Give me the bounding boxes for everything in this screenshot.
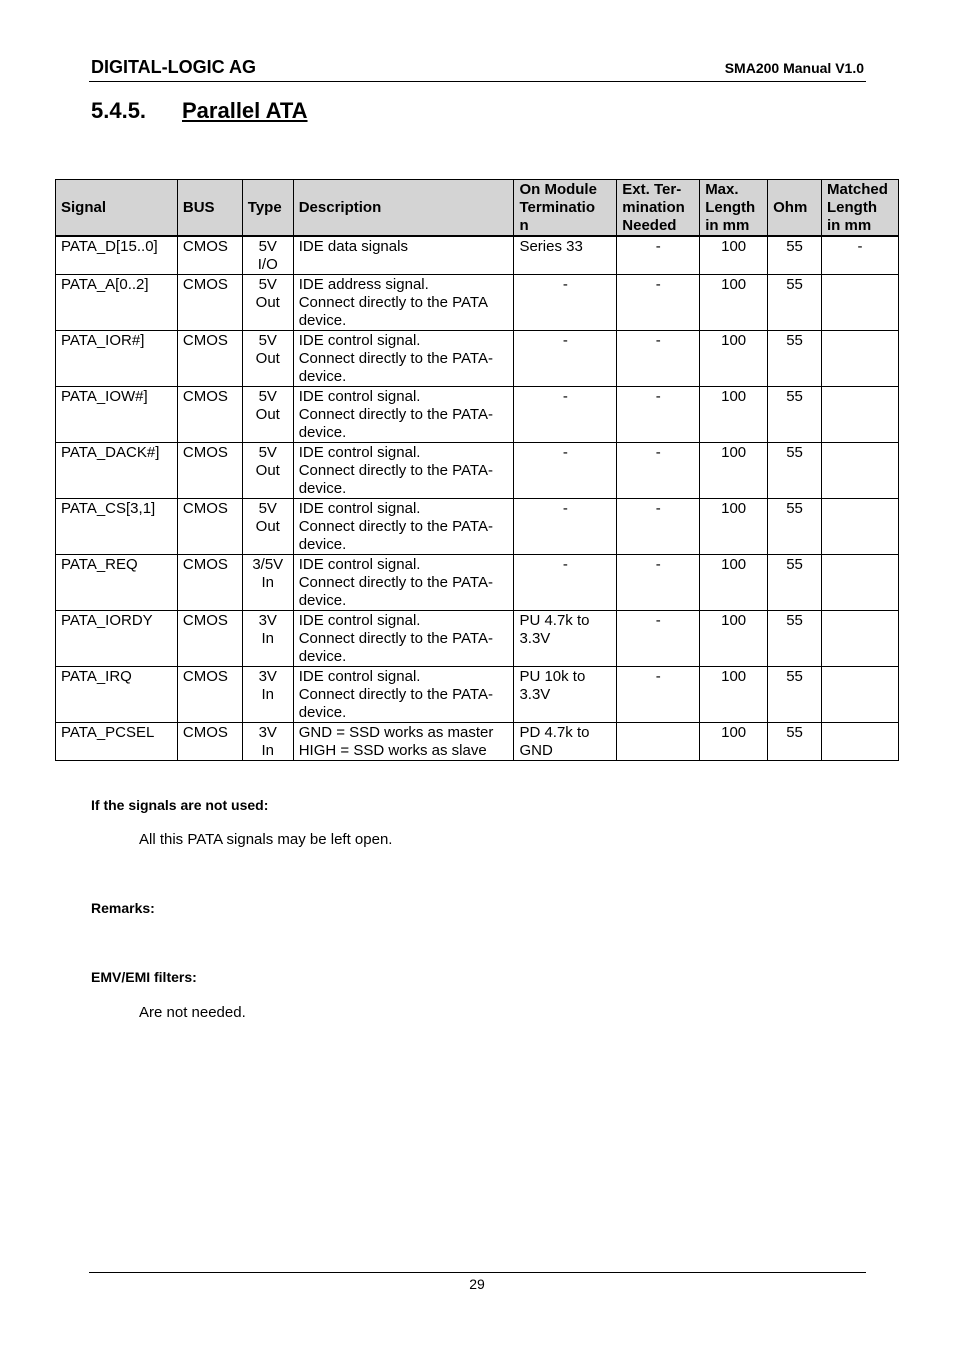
cell-type: 5V Out bbox=[242, 443, 293, 499]
cell-on-module-termination: - bbox=[514, 331, 617, 387]
cell-bus: CMOS bbox=[177, 443, 242, 499]
cell-max-length: 100 bbox=[700, 723, 768, 761]
cell-ext-termination: - bbox=[617, 443, 700, 499]
cell-signal: PATA_DACK#] bbox=[56, 443, 178, 499]
cell-ext-termination: - bbox=[617, 611, 700, 667]
table-row bbox=[56, 611, 899, 667]
cell-ohm: 55 bbox=[768, 611, 822, 667]
cell-matched-length bbox=[822, 275, 899, 331]
cell-type: 5V Out bbox=[242, 499, 293, 555]
cell-max-length: 100 bbox=[700, 275, 768, 331]
cell-on-module-termination: - bbox=[514, 555, 617, 611]
pata-signal-table bbox=[55, 179, 899, 761]
cell-description: IDE control signal. Connect directly to the PATA-device. bbox=[293, 499, 514, 555]
cell-description: IDE control signal. Connect directly to the PATA-device. bbox=[293, 555, 514, 611]
cell-ohm: 55 bbox=[768, 331, 822, 387]
cell-signal: PATA_IOR#] bbox=[56, 331, 178, 387]
cell-signal: PATA_IORDY bbox=[56, 611, 178, 667]
manual-title: SMA200 Manual V1.0 bbox=[724, 60, 864, 76]
cell-matched-length bbox=[822, 499, 899, 555]
cell-ohm: 55 bbox=[768, 555, 822, 611]
cell-matched-length bbox=[822, 723, 899, 761]
cell-bus: CMOS bbox=[177, 723, 242, 761]
emi-filters-heading: EMV/EMI filters: bbox=[91, 969, 197, 985]
page-header bbox=[89, 57, 866, 82]
cell-type: 3V In bbox=[242, 611, 293, 667]
cell-ohm: 55 bbox=[768, 499, 822, 555]
table-row bbox=[56, 723, 899, 761]
cell-type: 3V In bbox=[242, 667, 293, 723]
footer-rule bbox=[89, 1272, 866, 1273]
cell-ext-termination: - bbox=[617, 275, 700, 331]
cell-ext-termination: - bbox=[617, 331, 700, 387]
cell-ext-termination: - bbox=[617, 555, 700, 611]
cell-description: IDE control signal. Connect directly to the PATA-device. bbox=[293, 611, 514, 667]
col-header-max-length: Max. Length in mm bbox=[700, 180, 768, 237]
cell-on-module-termination: PU 10k to 3.3V bbox=[514, 667, 617, 723]
cell-signal: PATA_IOW#] bbox=[56, 387, 178, 443]
cell-on-module-termination: PD 4.7k to GND bbox=[514, 723, 617, 761]
cell-max-length: 100 bbox=[700, 555, 768, 611]
cell-type: 3/5V In bbox=[242, 555, 293, 611]
cell-on-module-termination: Series 33 bbox=[514, 236, 617, 275]
cell-matched-length bbox=[822, 443, 899, 499]
cell-description: IDE control signal. Connect directly to the PATA-device. bbox=[293, 667, 514, 723]
cell-max-length: 100 bbox=[700, 331, 768, 387]
cell-description: IDE control signal. Connect directly to the PATA-device. bbox=[293, 443, 514, 499]
unused-signals-heading: If the signals are not used: bbox=[91, 797, 269, 813]
cell-description: IDE data signals bbox=[293, 236, 514, 275]
col-header-on-module-termination: On Module Terminatio n bbox=[514, 180, 617, 237]
cell-type: 5V I/O bbox=[242, 236, 293, 275]
cell-matched-length bbox=[822, 611, 899, 667]
table-row bbox=[56, 555, 899, 611]
cell-max-length: 100 bbox=[700, 667, 768, 723]
cell-on-module-termination: - bbox=[514, 387, 617, 443]
cell-max-length: 100 bbox=[700, 499, 768, 555]
table-row bbox=[56, 387, 899, 443]
table-row bbox=[56, 331, 899, 387]
cell-bus: CMOS bbox=[177, 331, 242, 387]
section-number: 5.4.5. bbox=[91, 98, 147, 123]
cell-ext-termination: - bbox=[617, 667, 700, 723]
col-header-ohm: Ohm bbox=[768, 180, 822, 237]
cell-on-module-termination: - bbox=[514, 443, 617, 499]
cell-type: 5V Out bbox=[242, 387, 293, 443]
cell-signal: PATA_A[0..2] bbox=[56, 275, 178, 331]
col-header-ext-termination: Ext. Ter- mination Needed bbox=[617, 180, 700, 237]
cell-ohm: 55 bbox=[768, 723, 822, 761]
cell-bus: CMOS bbox=[177, 555, 242, 611]
page-number: 29 bbox=[469, 1276, 485, 1292]
cell-bus: CMOS bbox=[177, 611, 242, 667]
cell-type: 5V Out bbox=[242, 275, 293, 331]
cell-type: 5V Out bbox=[242, 331, 293, 387]
section-heading bbox=[91, 98, 308, 124]
cell-signal: PATA_PCSEL bbox=[56, 723, 178, 761]
cell-description: IDE control signal. Connect directly to the PATA-device. bbox=[293, 387, 514, 443]
section-title: Parallel ATA bbox=[182, 98, 308, 123]
cell-max-length: 100 bbox=[700, 611, 768, 667]
cell-max-length: 100 bbox=[700, 236, 768, 275]
cell-signal: PATA_REQ bbox=[56, 555, 178, 611]
unused-signals-text: All this PATA signals may be left open. bbox=[139, 831, 393, 848]
cell-ohm: 55 bbox=[768, 667, 822, 723]
cell-signal: PATA_IRQ bbox=[56, 667, 178, 723]
cell-on-module-termination: - bbox=[514, 499, 617, 555]
emi-filters-text: Are not needed. bbox=[139, 1004, 246, 1021]
col-header-bus: BUS bbox=[177, 180, 242, 237]
col-header-type: Type bbox=[242, 180, 293, 237]
cell-signal: PATA_D[15..0] bbox=[56, 236, 178, 275]
cell-bus: CMOS bbox=[177, 275, 242, 331]
cell-ohm: 55 bbox=[768, 275, 822, 331]
cell-ohm: 55 bbox=[768, 236, 822, 275]
cell-bus: CMOS bbox=[177, 667, 242, 723]
table-header-row bbox=[56, 180, 899, 237]
cell-ext-termination bbox=[617, 723, 700, 761]
cell-matched-length bbox=[822, 555, 899, 611]
cell-signal: PATA_CS[3,1] bbox=[56, 499, 178, 555]
cell-matched-length bbox=[822, 667, 899, 723]
table-row bbox=[56, 667, 899, 723]
cell-description: IDE control signal. Connect directly to the PATA-device. bbox=[293, 331, 514, 387]
cell-ohm: 55 bbox=[768, 443, 822, 499]
cell-max-length: 100 bbox=[700, 443, 768, 499]
company-name: DIGITAL-LOGIC AG bbox=[91, 57, 256, 77]
cell-type: 3V In bbox=[242, 723, 293, 761]
cell-on-module-termination: PU 4.7k to 3.3V bbox=[514, 611, 617, 667]
cell-bus: CMOS bbox=[177, 236, 242, 275]
col-header-matched-length: Matched Length in mm bbox=[822, 180, 899, 237]
table-row bbox=[56, 236, 899, 275]
cell-bus: CMOS bbox=[177, 387, 242, 443]
cell-max-length: 100 bbox=[700, 387, 768, 443]
col-header-description: Description bbox=[293, 180, 514, 237]
remarks-heading: Remarks: bbox=[91, 900, 155, 916]
cell-matched-length bbox=[822, 331, 899, 387]
cell-ext-termination: - bbox=[617, 387, 700, 443]
cell-description: IDE address signal. Connect directly to the PATA device. bbox=[293, 275, 514, 331]
table-row bbox=[56, 275, 899, 331]
col-header-signal: Signal bbox=[56, 180, 178, 237]
table-row bbox=[56, 499, 899, 555]
cell-matched-length: - bbox=[822, 236, 899, 275]
cell-bus: CMOS bbox=[177, 499, 242, 555]
cell-ext-termination: - bbox=[617, 499, 700, 555]
cell-description: GND = SSD works as master HIGH = SSD works as slave bbox=[293, 723, 514, 761]
table-row bbox=[56, 443, 899, 499]
cell-on-module-termination: - bbox=[514, 275, 617, 331]
cell-ohm: 55 bbox=[768, 387, 822, 443]
cell-ext-termination: - bbox=[617, 236, 700, 275]
cell-matched-length bbox=[822, 387, 899, 443]
